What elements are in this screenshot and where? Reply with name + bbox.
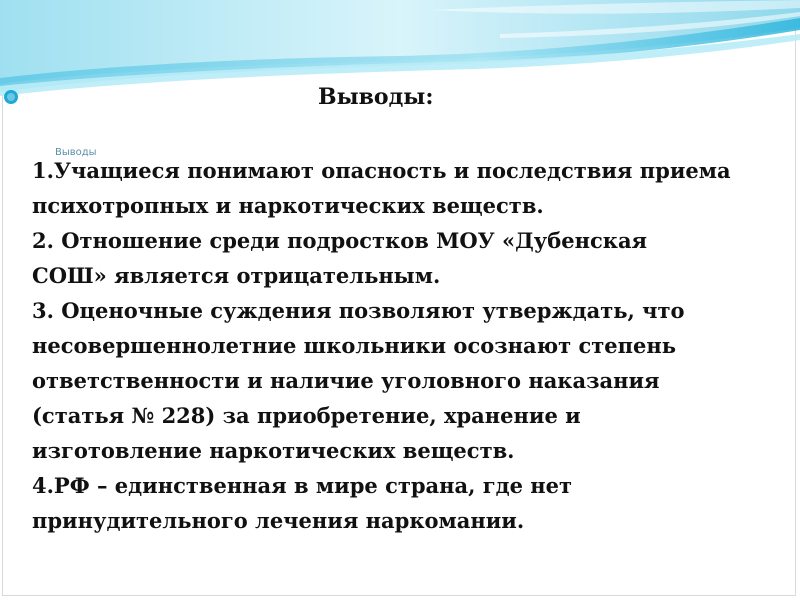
text-line: несовершеннолетние школьники осознают степень <box>32 333 676 358</box>
text-line: 1.Учащиеся понимают опасность и последствия приема <box>32 158 731 183</box>
text-line: СОШ» является отрицательным. <box>32 263 441 288</box>
text-line: изготовление наркотических веществ. <box>32 438 515 463</box>
text-line: психотропных и наркотических веществ. <box>32 193 544 218</box>
placeholder-label: Выводы <box>55 147 97 158</box>
slide-title: Выводы: <box>318 84 434 110</box>
text-line: принудительного лечения наркомании. <box>32 508 525 533</box>
text-line: 4.РФ – единственная в мире страна, где нет <box>32 473 573 498</box>
text-line: 2. Отношение среди подростков МОУ «Дубенская <box>32 228 648 253</box>
text-line: (статья № 228) за приобретение, хранение и <box>32 403 581 428</box>
conclusions-text <box>32 153 782 538</box>
bullet-dot-icon <box>2 88 20 106</box>
text-line: 3. Оценочные суждения позволяют утверждать, что <box>32 298 685 323</box>
text-line: ответственности и наличие уголовного наказания <box>32 368 660 393</box>
